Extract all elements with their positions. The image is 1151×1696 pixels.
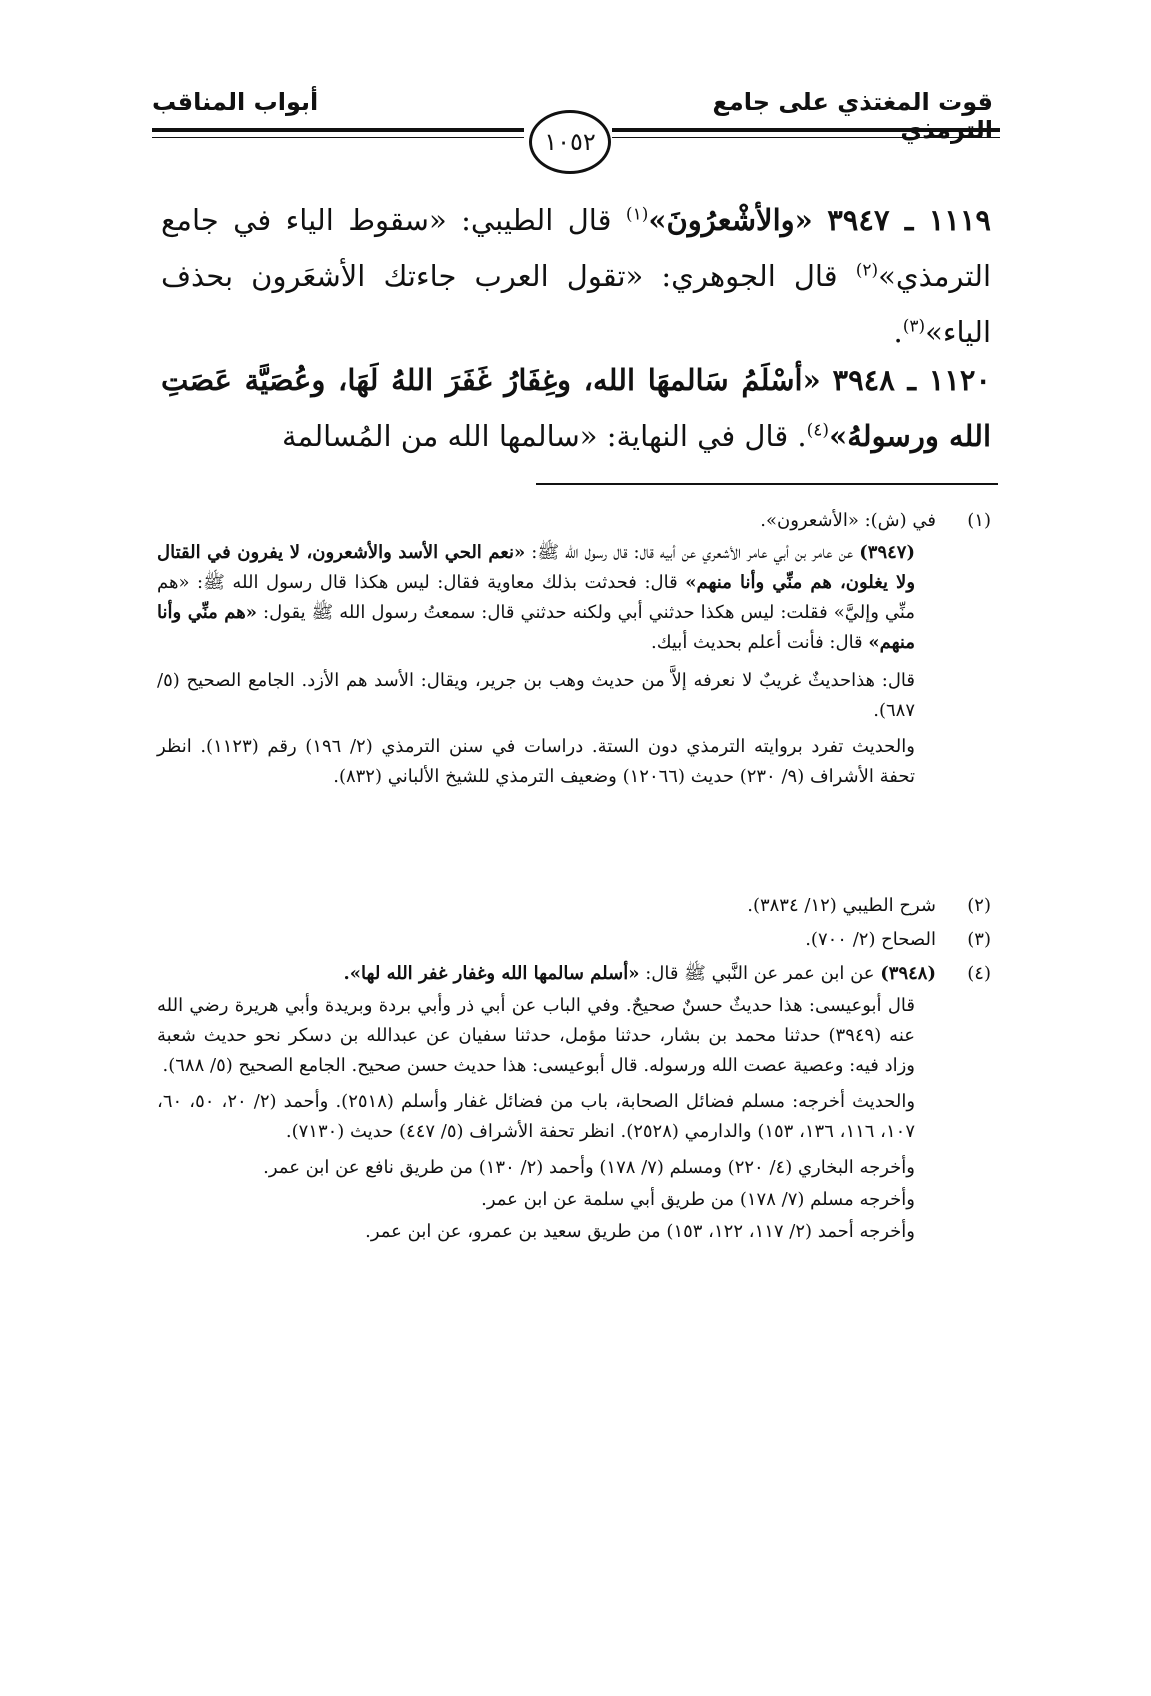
footnote-paragraph <box>157 538 915 658</box>
hadith-quote: «نعم الحي الأسد والأشعرون، لا يفرون في القتال ولا يغلون، هم منِّي وأنا منهم» <box>157 542 916 593</box>
hadith-quote: «أسْلَمُ سَالمهَا الله، وغِفَارُ غَفَرَ اللهُ لَهَا، وعُصَيَّة عَصَتِ الله ورسولهُ» <box>161 363 991 453</box>
header-rule-right <box>612 128 1000 132</box>
main-paragraph-1 <box>161 192 991 360</box>
hadith-quote: «أسلم سالمها الله وغفار غفر الله لها». <box>343 963 640 984</box>
footnote-number: (٣) <box>967 929 991 950</box>
footnote-paragraph: والحديث أخرجه: مسلم فضائل الصحابة، باب من فضائل غفار وأسلم (٢٥١٨). وأحمد (٢/ ٢٠، ٥٠، ٦٠، ١٠٧، ١١٦، ١٣٦، ١٥٣) والدارمي (٢٥٢٨). انظر تحفة الأشراف (٥/ ٤٤٧) حديث (٧١٣٠). <box>157 1091 916 1142</box>
hadith-ref: ١١١٩ ـ ٣٩٤٧ <box>827 203 991 237</box>
commentary-text: . قال في النهاية: «سالمها الله من المُسالمة <box>282 419 807 453</box>
hadith-quote: «والأشْعرُونَ» <box>648 203 813 237</box>
hadith-ref: ١١٢٠ ـ ٣٩٤٨ <box>832 363 991 397</box>
page-number: ١٠٥٢ <box>529 110 611 174</box>
footnote-text: قال: فأنت أعلم بحديث أبيك. <box>650 632 863 653</box>
footnote-text: شرح الطيبي (١٢/ ٣٨٣٤). <box>747 895 936 916</box>
footnote-paragraph: وأخرجه أحمد (٢/ ١١٧، ١٢٢، ١٥٣) من طريق سعيد بن عمرو، عن ابن عمر. <box>365 1221 915 1242</box>
header-rule-left-thin <box>152 137 524 138</box>
footnote-paragraph: قال: هذاحديثٌ غريبٌ لا نعرفه إلاَّ من حديث وهب بن جرير، ويقال: الأسد هم الأزد. الجامع الصحيح (٥/ ٦٨٧). <box>157 670 915 721</box>
footnote-paragraph: وأخرجه البخاري (٤/ ٢٢٠) ومسلم (٧/ ١٧٨) وأحمد (٢/ ١٣٠) من طريق نافع عن ابن عمر. <box>263 1157 915 1178</box>
footnote-paragraph: قال أبوعيسى: هذا حديثٌ حسنٌ صحيحٌ. وفي الباب عن أبي ذر وأبي بردة وبريدة وأبي هريرة رضي الله عنه (٣٩٤٩) حدثنا محمد بن بشار، حدثنا مؤمل، حدثنا سفيان عن عبدالله بن دسكر نحو حديث شعبة وزاد فيه: وعصية عصت الله ورسوله. قال أبوعيسى: هذا حديث حسن صحيح. الجامع الصحيح (٥/ ٦٨٨). <box>157 995 915 1076</box>
footnote-paragraph: والحديث تفرد بروايته الترمذي دون الستة. دراسات في سنن الترمذي (٢/ ١٩٦) رقم (١١٢٣). انظر تحفة الأشراف (٩/ ٢٣٠) حديث (١٢٠٦٦) وضعيف الترمذي للشيخ الألباني (٨٣٢). <box>157 736 915 787</box>
footnote-1 <box>157 506 991 792</box>
footnote-ref: (١) <box>625 204 649 225</box>
footnote-text <box>157 959 936 989</box>
footnote-separator <box>536 483 998 485</box>
footnote-paragraph: وأخرجه مسلم (٧/ ١٧٨) من طريق أبي سلمة عن ابن عمر. <box>481 1189 915 1210</box>
footnote-ref: (٤) <box>806 420 830 441</box>
footnote-ref: (٢) <box>855 260 879 281</box>
footnote-4 <box>157 959 991 1247</box>
footnote-2 <box>157 891 991 921</box>
period: . <box>893 315 903 349</box>
footnote-text: الصحاح (٢/ ٧٠٠). <box>805 929 936 950</box>
footnote-text: عن عامر بن أبي عامر الأشعري عن أبيه قال: قال رسول الله ﷺ: <box>531 542 854 563</box>
header-rule-right-thin <box>612 137 1000 138</box>
commentary-text: قال الطيبي: «سقوط الياء في جامع الترمذي» <box>161 203 991 293</box>
commentary-text: قال الجوهري: «تقول العرب جاءتك الأشعَرون بحذف الياء» <box>161 259 991 349</box>
chapter-title: أبواب المناقب <box>152 88 319 116</box>
footnote-text: في (ش): «الأشعرون». <box>760 510 936 531</box>
book-title: قوت المغتذي على جامع الترمذي <box>712 88 993 144</box>
hadith-quote: «هم منِّي وأنا منهم» <box>157 602 915 653</box>
hadith-number: (٣٩٤٨) <box>880 963 936 984</box>
main-paragraph-2 <box>161 352 991 464</box>
footnote-text: عن ابن عمر عن النَّبي ﷺ قال: <box>645 963 875 984</box>
header-rule-left <box>152 128 524 132</box>
footnote-number: (٢) <box>967 895 991 916</box>
footnote-3 <box>157 925 991 955</box>
footnote-number: (٤) <box>967 963 991 984</box>
footnote-number: (١) <box>967 510 991 531</box>
footnote-text: قال: فحدثت بذلك معاوية فقال: ليس هكذا قال رسول الله ﷺ: «هم منِّي وإليَّ» فقلت: ليس هكذا حدثني أبي ولكنه حدثني قال: سمعتُ رسول الله ﷺ يقول: <box>157 572 915 623</box>
footnote-ref: (٣) <box>902 316 926 337</box>
hadith-number: (٣٩٤٧) <box>859 542 915 563</box>
